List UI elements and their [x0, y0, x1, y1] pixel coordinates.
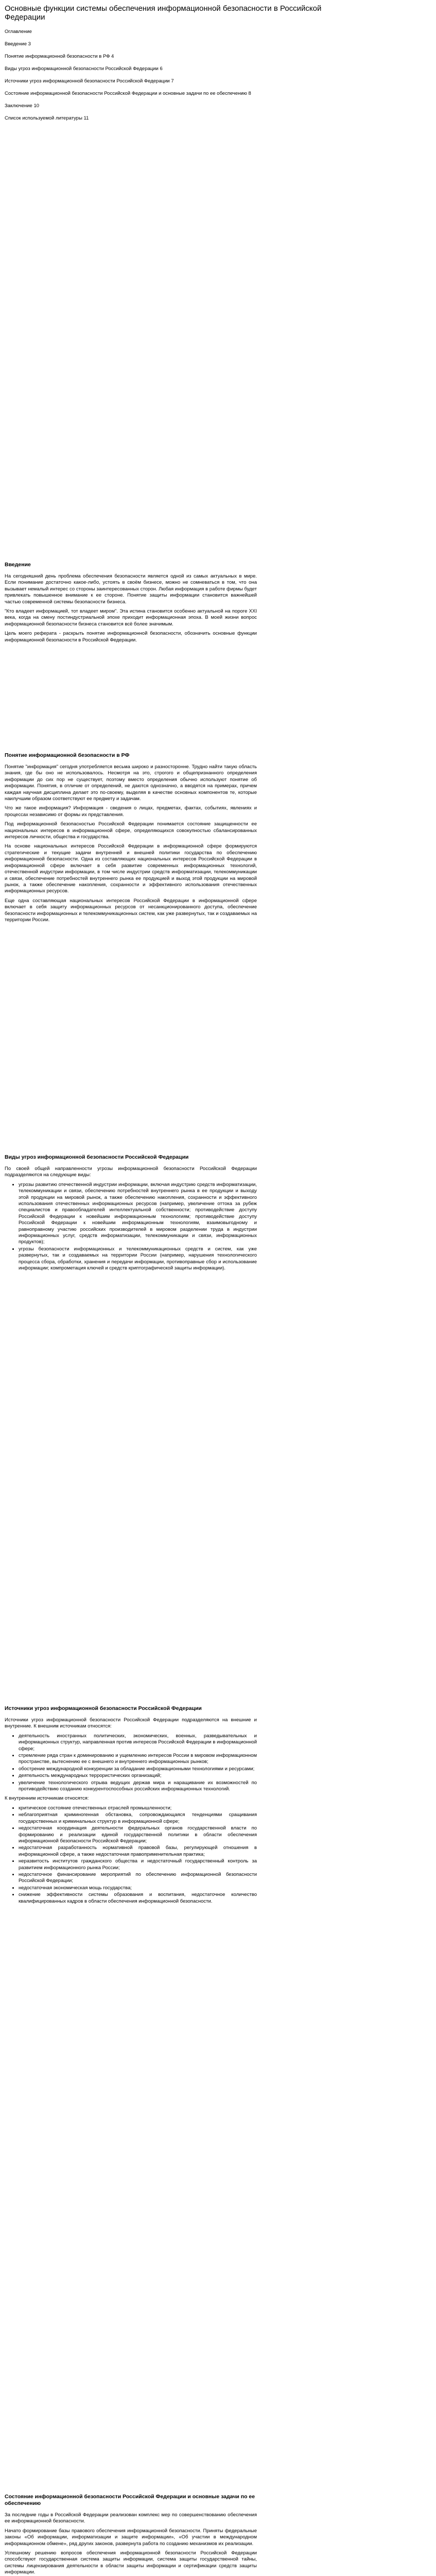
bullet-list	[5, 1733, 257, 1793]
toc-item[interactable]: Оглавление	[5, 29, 32, 35]
list-item: • недостаточное финансирование мероприятий по обеспечению информационной безопасности Российской Федерации;	[19, 1872, 257, 1885]
paragraph: По своей общей направленности угрозы информационной безопасности Российской Федерации подразделяются на следующие виды:	[5, 1166, 257, 1178]
section-heading: Источники угроз информационной безопасности Российской Федерации	[5, 1705, 202, 1711]
paragraph: Что же такое информация? Информация - сведения о лицах, предметах, фактах, событиях, явлениях и процессах независимо от формы их представления.	[5, 805, 257, 818]
paragraph: К внутренним источникам относятся:	[5, 1795, 89, 1802]
paragraph: На сегодняшний день проблема обеспечения безопасности является одной из самых актуальных в мире. Если понимание достаточно какое-либо, устоять в своём бизнесе, можно не сомневаться в том, что она вызывает немалый интерес со стороны заинтересованных сторон. Любая информация в работе фирмы будет привлекать повышенное внимание к ее стороне. Понятие защиты информации становится важнейшей частью современной системы безопасности бизнеса.	[5, 573, 257, 605]
list-item: • критическое состояние отечественных отраслей промышленности;	[19, 1805, 257, 1811]
list-item: • неразвитость институтов гражданского общества и недостаточный государственный контроль за развитием информационного рынка России;	[19, 1858, 257, 1871]
paragraph: На основе национальных интересов Российской Федерации в информационной сфере формируются стратегические и текущие задачи внутренней и внешней политики государства по обеспечению информационной безопасности. Одна из составляющих национальных интересов Российской Федерации в информационной сфере включает в себя развитие современных информационных технологий, отечественной индустрии информации, в том числе индустрии средств информатизации, телекоммуникации и связи, обеспечение потребностей внутреннего рынка ее продукцией и выход этой продукции на мировой рынок, а также обеспечение накопления, сохранности и эффективного использования отечественных информационных ресурсов.	[5, 843, 257, 894]
section-concept	[5, 752, 257, 926]
bullet-list	[5, 1805, 257, 1905]
toc-item[interactable]: Состояние информационной безопасности Российской Федерации и основные задачи по ее обеспечению 8	[5, 91, 251, 96]
section-heading: Виды угроз информационной безопасности Российской Федерации	[5, 1154, 189, 1160]
section-heading: Понятие информационной безопасности в РФ	[5, 752, 130, 758]
list-item: • угрозы развитию отечественной индустрии информации, включая индустрию средств информатизации, телекоммуникации и связи, обеспечению потребностей внутреннего рынка в ее продукции и выходу этой продукции на мировой рынок, а также обеспечению накопления, сохранности и эффективного использования отечественных информационных ресурсов (например, увеличение оттока за рубеж специалистов и правообладателей интеллектуальной собственности; противодействие доступу Российской Федерации к новейшим информационным технологиям; противодействие доступу Российской Федерации к новейшим информационным технологиям, взаимовыгодному и равноправному участию российских производителей в мировом разделении труда в индустрии информационных услуг, средств информатизации, телекоммуникации и связи, информационных продуктов);	[19, 1182, 257, 1246]
paragraph: Понятие "информация" сегодня употребляется весьма широко и разносторонне. Трудно найти такую область знания, где бы оно не использовалось. Несмотря на это, строгого и общепризнанного определения информации до сих пор не существует, поэтому вместо определения обычно используют понятие об информации. Понятия, в отличие от определений, не даются однозначно, а вводятся на примерах, причем каждая научная дисциплина делает это по-своему, выделяя в качестве основных компонентов те, которые наилучшим образом соответствуют ее предмету и задачам.	[5, 764, 257, 802]
section-intro	[5, 562, 257, 647]
toc-item[interactable]: Источники угроз информационной безопасности Российской Федерации 7	[5, 78, 174, 84]
paragraph: Источники угроз информационной безопасности Российской Федерации подразделяются на внешние и внутренние. К внешним источникам относятся:	[5, 1717, 257, 1730]
paragraph: Начато формирование базы правового обеспечения информационной безопасности. Приняты федеральные законы «Об информации, информатизации и защите информации», «Об участии в международном информационном обмене», ряд других законов, развернута работа по созданию механизмов их реализации.	[5, 2528, 257, 2547]
document-title: Основные функции системы обеспечения информационной безопасности в Российской Федерации	[5, 4, 322, 22]
bullet-list	[5, 1182, 257, 1272]
section-threat-sources	[5, 1705, 257, 1908]
section-state	[5, 2494, 257, 2576]
paragraph: Цель моего реферата - раскрыть понятие информационной безопасности, обозначить основные функции информационной безопасности в Российской Федерации.	[5, 631, 257, 643]
paragraph: За последние годы в Российской Федерации реализован комплекс мер по совершенствованию обеспечения ее информационной безопасности.	[5, 2512, 257, 2524]
list-item: • обострение международной конкуренции за обладание информационными технологиями и ресурсами;	[19, 1766, 257, 1772]
list-item: • неблагоприятная криминогенная обстановка, сопровождающаяся тенденциями сращивания государственных и криминальных структур в информационной сфере;	[19, 1812, 257, 1825]
section-threat-types	[5, 1154, 257, 1275]
section-heading: Состояние информационной безопасности Российской Федерации и основные задачи по ее обеспечению	[5, 2494, 255, 2506]
list-item: • недостаточная разработанность нормативной правовой базы, регулирующей отношения в информационной сфере, а также недостаточная правоприменительная практика;	[19, 1845, 257, 1858]
list-item: • недостаточная экономическая мощь государства;	[19, 1885, 257, 1891]
toc-item[interactable]: Введение 3	[5, 41, 31, 47]
paragraph: Успешному решению вопросов обеспечения информационной безопасности Российской Федерации способствуют государственная система защиты информации, система защиты государственной тайны, системы лицензирования деятельности в области защиты информации и сертификации средств защиты информации.	[5, 2550, 257, 2575]
list-item: • угрозы безопасности информационных и телекоммуникационных средств и систем, как уже развернутых, так и создаваемых на территории России (например, нарушения технологического процесса сбора, обработки, хранения и передачи информации, противоправные сбор и использование информации; компрометация ключей и средств криптографической защиты информации).	[19, 1246, 257, 1272]
paragraph: "Кто владеет информацией, тот владеет миром". Эта истина становится особенно актуальной на пороге XXI века, когда на смену постиндустриальной эпохе приходит информационная эпоха. В моей жизни вопрос информационной безопасности бизнеса становится всё более значимым.	[5, 608, 257, 627]
list-item: • недостаточная координация деятельности федеральных органов государственной власти по формированию и реализации единой государственной политики в области обеспечения информационной безопасности Российской Федерации;	[19, 1825, 257, 1844]
list-item: • стремление ряда стран к доминированию и ущемлению интересов России в мировом информационном пространстве, вытеснению ее с внешнего и внутреннего информационных рынков;	[19, 1753, 257, 1766]
toc-item[interactable]: Список используемой литературы 11	[5, 115, 89, 121]
list-item: • деятельность иностранных политических, экономических, военных, разведывательных и информационных структур, направленная против интересов Российской Федерации в информационной сфере;	[19, 1733, 257, 1752]
table-of-contents	[5, 28, 365, 127]
paragraph: Еще одна составляющая национальных интересов Российской Федерации в информационной сфере включает в себя защиту информационных ресурсов от несанкционированного доступа, обеспечение безопасности информационных и телекоммуникационных систем, как уже развернутых, так и создаваемых на территории России.	[5, 897, 257, 923]
toc-item[interactable]: Виды угроз информационной безопасности Российской Федерации 6	[5, 66, 163, 72]
paragraph: Под информационной безопасностью Российской Федерации понимается состояние защищенности ее национальных интересов в информационной сфере, определяющихся совокупностью сбалансированных интересов личности, общества и государства.	[5, 821, 257, 840]
list-item: • деятельность международных террористических организаций;	[19, 1773, 257, 1779]
toc-item[interactable]: Заключение 10	[5, 103, 40, 109]
list-item: • увеличение технологического отрыва ведущих держав мира и наращивание их возможностей по противодействию созданию конкурентоспособных российских информационных технологий.	[19, 1780, 257, 1793]
toc-item[interactable]: Понятие информационной безопасности в РФ 4	[5, 54, 114, 59]
list-item: • снижение эффективности системы образования и воспитания, недостаточное количество квалифицированных кадров в области обеспечения информационной безопасности.	[19, 1892, 257, 1905]
section-heading: Введение	[5, 562, 31, 568]
